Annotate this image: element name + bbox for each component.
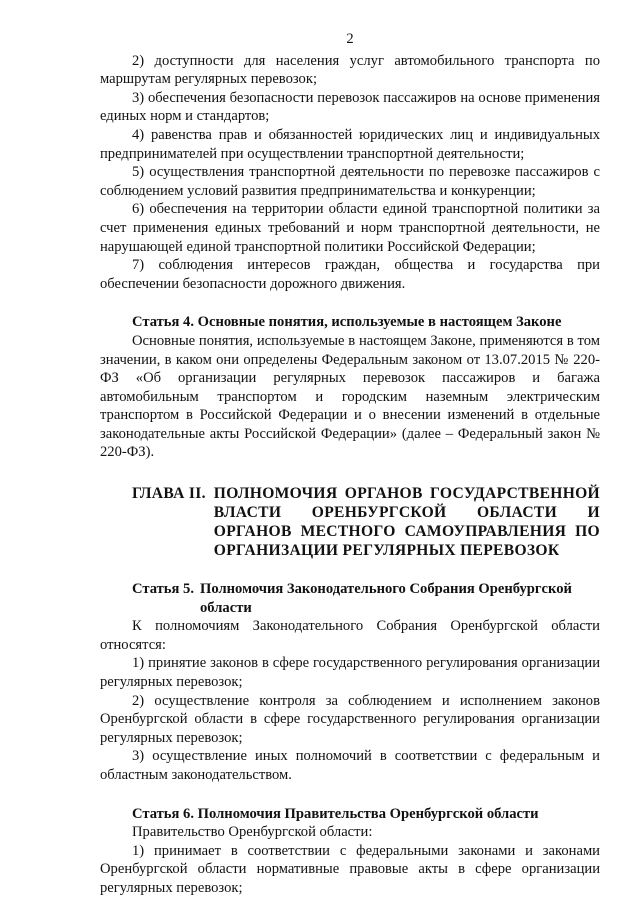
list-item: 3) осуществление иных полномочий в соответствии с федеральным и областным законодательством. bbox=[100, 748, 600, 783]
list-item: 1) принятие законов в сфере государственного регулирования организации регулярных перевозок; bbox=[100, 655, 600, 691]
article-5-heading bbox=[100, 580, 600, 617]
page-number: 2 bbox=[346, 31, 354, 47]
list-item: 2) осуществление контроля за соблюдением и исполнением законов Оренбургской области в сфере государственного регулирования организации регулярных перевозок; bbox=[100, 692, 600, 746]
article-4-text: Основные понятия, используемые в настоящем Законе, применяются в том значении, в каком они определены Федеральным законом от 13.07.2015 № 220-ФЗ «Об организации регулярных перевозок пассажиров и багажа автомобильным транспортом и городским наземным электрическим транспортом в Российской Федерации и о внесении изменений в отдельные законодательные акты Российской Федерации» (далее – Федеральный закон № 220-ФЗ). bbox=[100, 332, 600, 461]
article-6-intro: Правительство Оренбургской области: bbox=[132, 824, 373, 841]
list-item: 1) принимает в соответствии с федеральными законами и законами Оренбургской области нормативные правовые акты в сфере организации регулярных перевозок; bbox=[100, 842, 600, 896]
article-5-label: Статья 5. bbox=[132, 581, 194, 598]
article-5-title: Полномочия Законодательного Собрания Оренбургской области bbox=[200, 581, 572, 616]
list-item: 7) соблюдения интересов граждан, общества и государства при обеспечении безопасности дорожного движения. bbox=[100, 257, 600, 292]
article-4-title: Статья 4. Основные понятия, используемые в настоящем Законе bbox=[132, 314, 562, 331]
chapter-label: ГЛАВА II. bbox=[132, 485, 206, 503]
list-item: 2) доступности для населения услуг автомобильного транспорта по маршрутам регулярных перевозок; bbox=[100, 52, 600, 88]
list-item: 6) обеспечения на территории области единой транспортной политики за счет применения единых требований и норм транспортной деятельности, не нарушающей единой транспортной политики Российской Федерации; bbox=[100, 201, 600, 255]
principles-list bbox=[100, 52, 600, 294]
document-page bbox=[100, 30, 600, 898]
list-item: 4) равенства прав и обязанностей юридических лиц и индивидуальных предпринимателей при осуществлении транспортной деятельности; bbox=[100, 126, 600, 162]
article-6-title: Статья 6. Полномочия Правительства Оренбургской области bbox=[132, 805, 539, 822]
article-5-intro: К полномочиям Законодательного Собрания Оренбургской области относятся: bbox=[100, 618, 600, 653]
list-item: 3) обеспечения безопасности перевозок пассажиров на основе применения единых норм и стандартов; bbox=[100, 89, 600, 125]
chapter-title: ПОЛНОМОЧИЯ ОРГАНОВ ГОСУДАРСТВЕННОЙ ВЛАСТИ ОРЕНБУРГСКОЙ ОБЛАСТИ И ОРГАНОВ МЕСТНОГО САМОУПРАВЛЕНИЯ ПО ОРГАНИЗАЦИИ РЕГУЛЯРНЫХ ПЕРЕВОЗОК bbox=[213, 485, 600, 560]
chapter-2-heading bbox=[100, 484, 600, 560]
list-item: 5) осуществления транспортной деятельности по перевозке пассажиров с соблюдением условий развития предпринимательства и конкуренции; bbox=[100, 164, 600, 199]
